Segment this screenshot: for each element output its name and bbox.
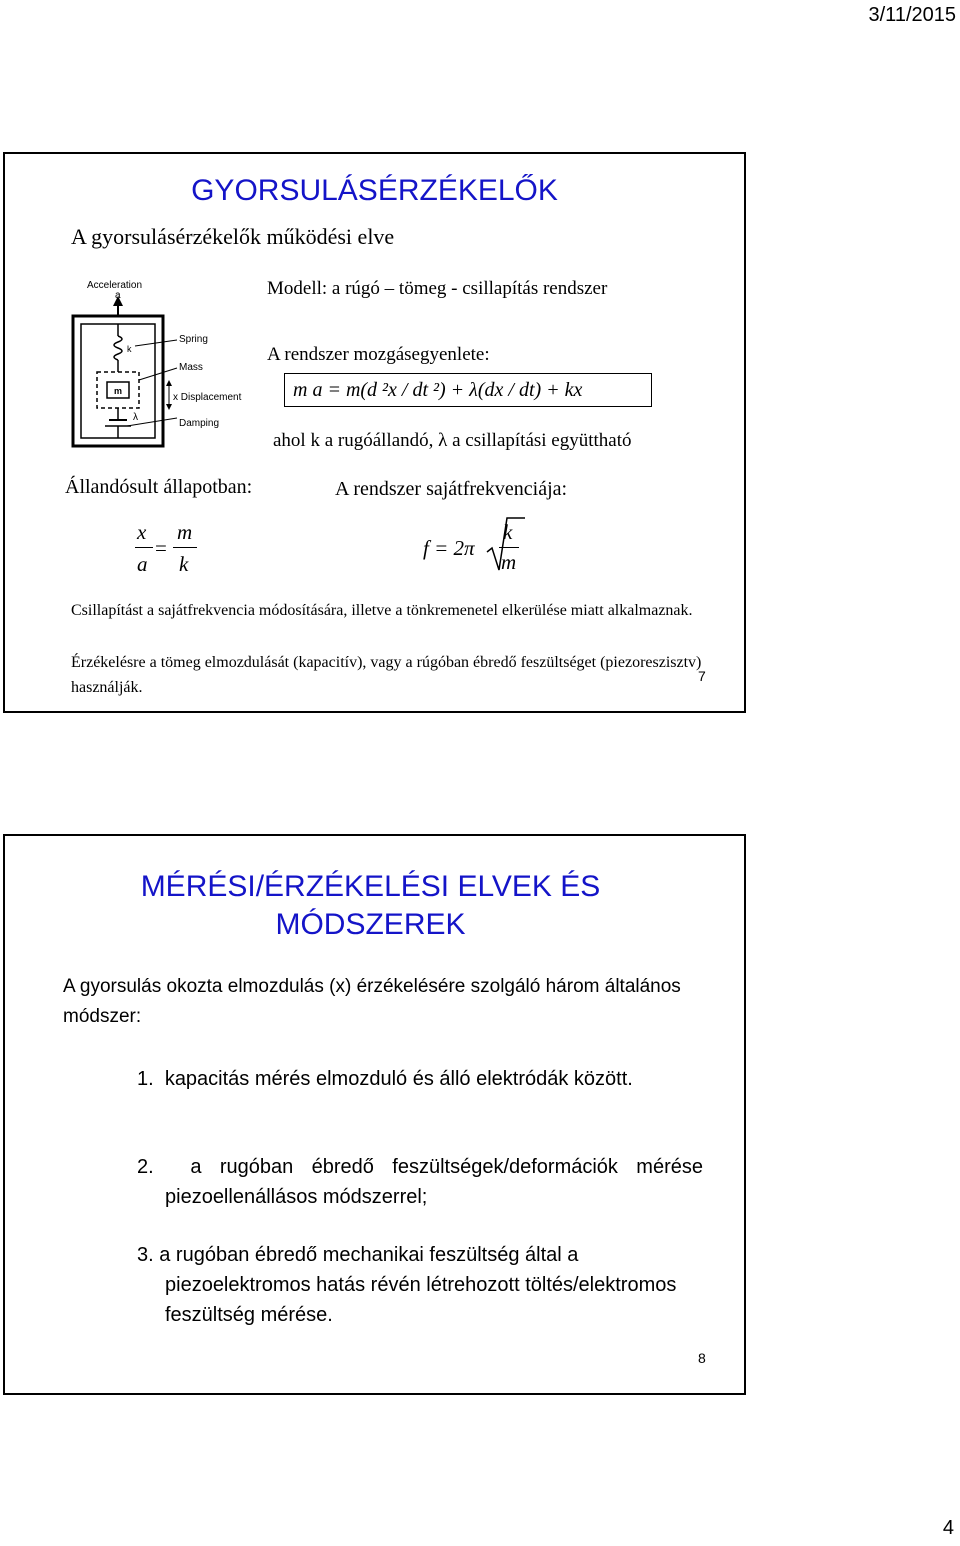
motion-equation: m a = m(d ²x / dt ²) + λ(dx / dt) + kx [284,373,652,407]
where-text: ahol k a rugóállandó, λ a csillapítási együttható [273,430,632,451]
method-item-1-num: 1. [137,1068,154,1090]
sensing-note: Érzékelésre a tömeg elmozdulását (kapacitív), vagy a rúgóban ébredő feszültséget (piezoreszisztv) használják. [71,654,702,696]
spring-label: Spring [179,334,208,345]
method-item-1-text: kapacitás mérés elmozduló és álló elektródák között. [164,1068,633,1090]
slide-7 [3,152,746,713]
damping-note: Csillapítást a sajátfrekvencia módosítására, illetve a tönkremenetel elkerülése miatt alkalmaznak. [71,602,693,619]
slide-7-number: 7 [698,668,706,684]
formula-x: x [137,520,147,544]
page-number: 4 [942,1517,954,1539]
slide-8-number: 8 [698,1350,706,1366]
freq-lhs: f = 2π [423,536,475,560]
slide-7-title: GYORSULÁSÉRZÉKELŐK [191,174,558,207]
k-label: k [127,344,132,354]
model-text: Modell: a rúgó – tömeg - csillapítás rendszer [267,278,608,299]
formula-a: a [137,552,148,576]
slide-7-subtitle: A gyorsulásérzékelők működési elve [71,224,395,249]
m-label: m [114,386,123,396]
spring-mass-damper-diagram [65,280,255,450]
method-item-2 [137,1152,703,1212]
displacement-label: x Displacement [173,392,242,403]
lambda-label: λ [133,412,138,423]
formula-k: k [179,552,189,576]
method-item-2-num: 2. [137,1156,154,1178]
equation-heading: A rendszer mozgásegyenlete: [267,344,490,365]
acceleration-label: Acceleration [87,280,143,291]
freq-m: m [501,550,517,574]
header-date: 3/11/2015 [868,4,956,26]
fraction-bar-right [173,547,197,548]
slide-8 [3,834,746,1395]
a-label: a [115,290,121,301]
freq-k: k [503,520,513,544]
damping-label: Damping [179,418,220,429]
method-item-3-text: a rugóban ébredő mechanikai feszültség által a piezoelektromos hatás révén létrehozott töltés/elektromos feszültség mérése. [159,1244,677,1326]
method-item-1 [137,1064,703,1094]
frequency-heading: A rendszer sajátfrekvenciája: [335,478,568,500]
methods-intro: A gyorsulás okozta elmozdulás (x) érzékelésére szolgáló három általános módszer: [63,976,681,1027]
steady-state-heading: Állandósult állapotban: [65,476,253,498]
method-item-3-num: 3. [137,1244,154,1266]
method-item-2-text: a rugóban ébredő feszültségek/deformációk mérése piezoellenállásos módszerrel; [165,1156,703,1208]
formula-equals: = [155,536,167,560]
mass-label: Mass [179,362,203,373]
method-item-3 [137,1240,703,1330]
formula-m: m [177,520,193,544]
fraction-bar-left [135,547,153,548]
slide-8-title-line2: MÓDSZEREK [275,908,466,941]
sqrt-fraction-bar [499,547,519,548]
slide-8-title-line1: MÉRÉSI/ÉRZÉKELÉSI ELVEK ÉS [140,870,601,903]
